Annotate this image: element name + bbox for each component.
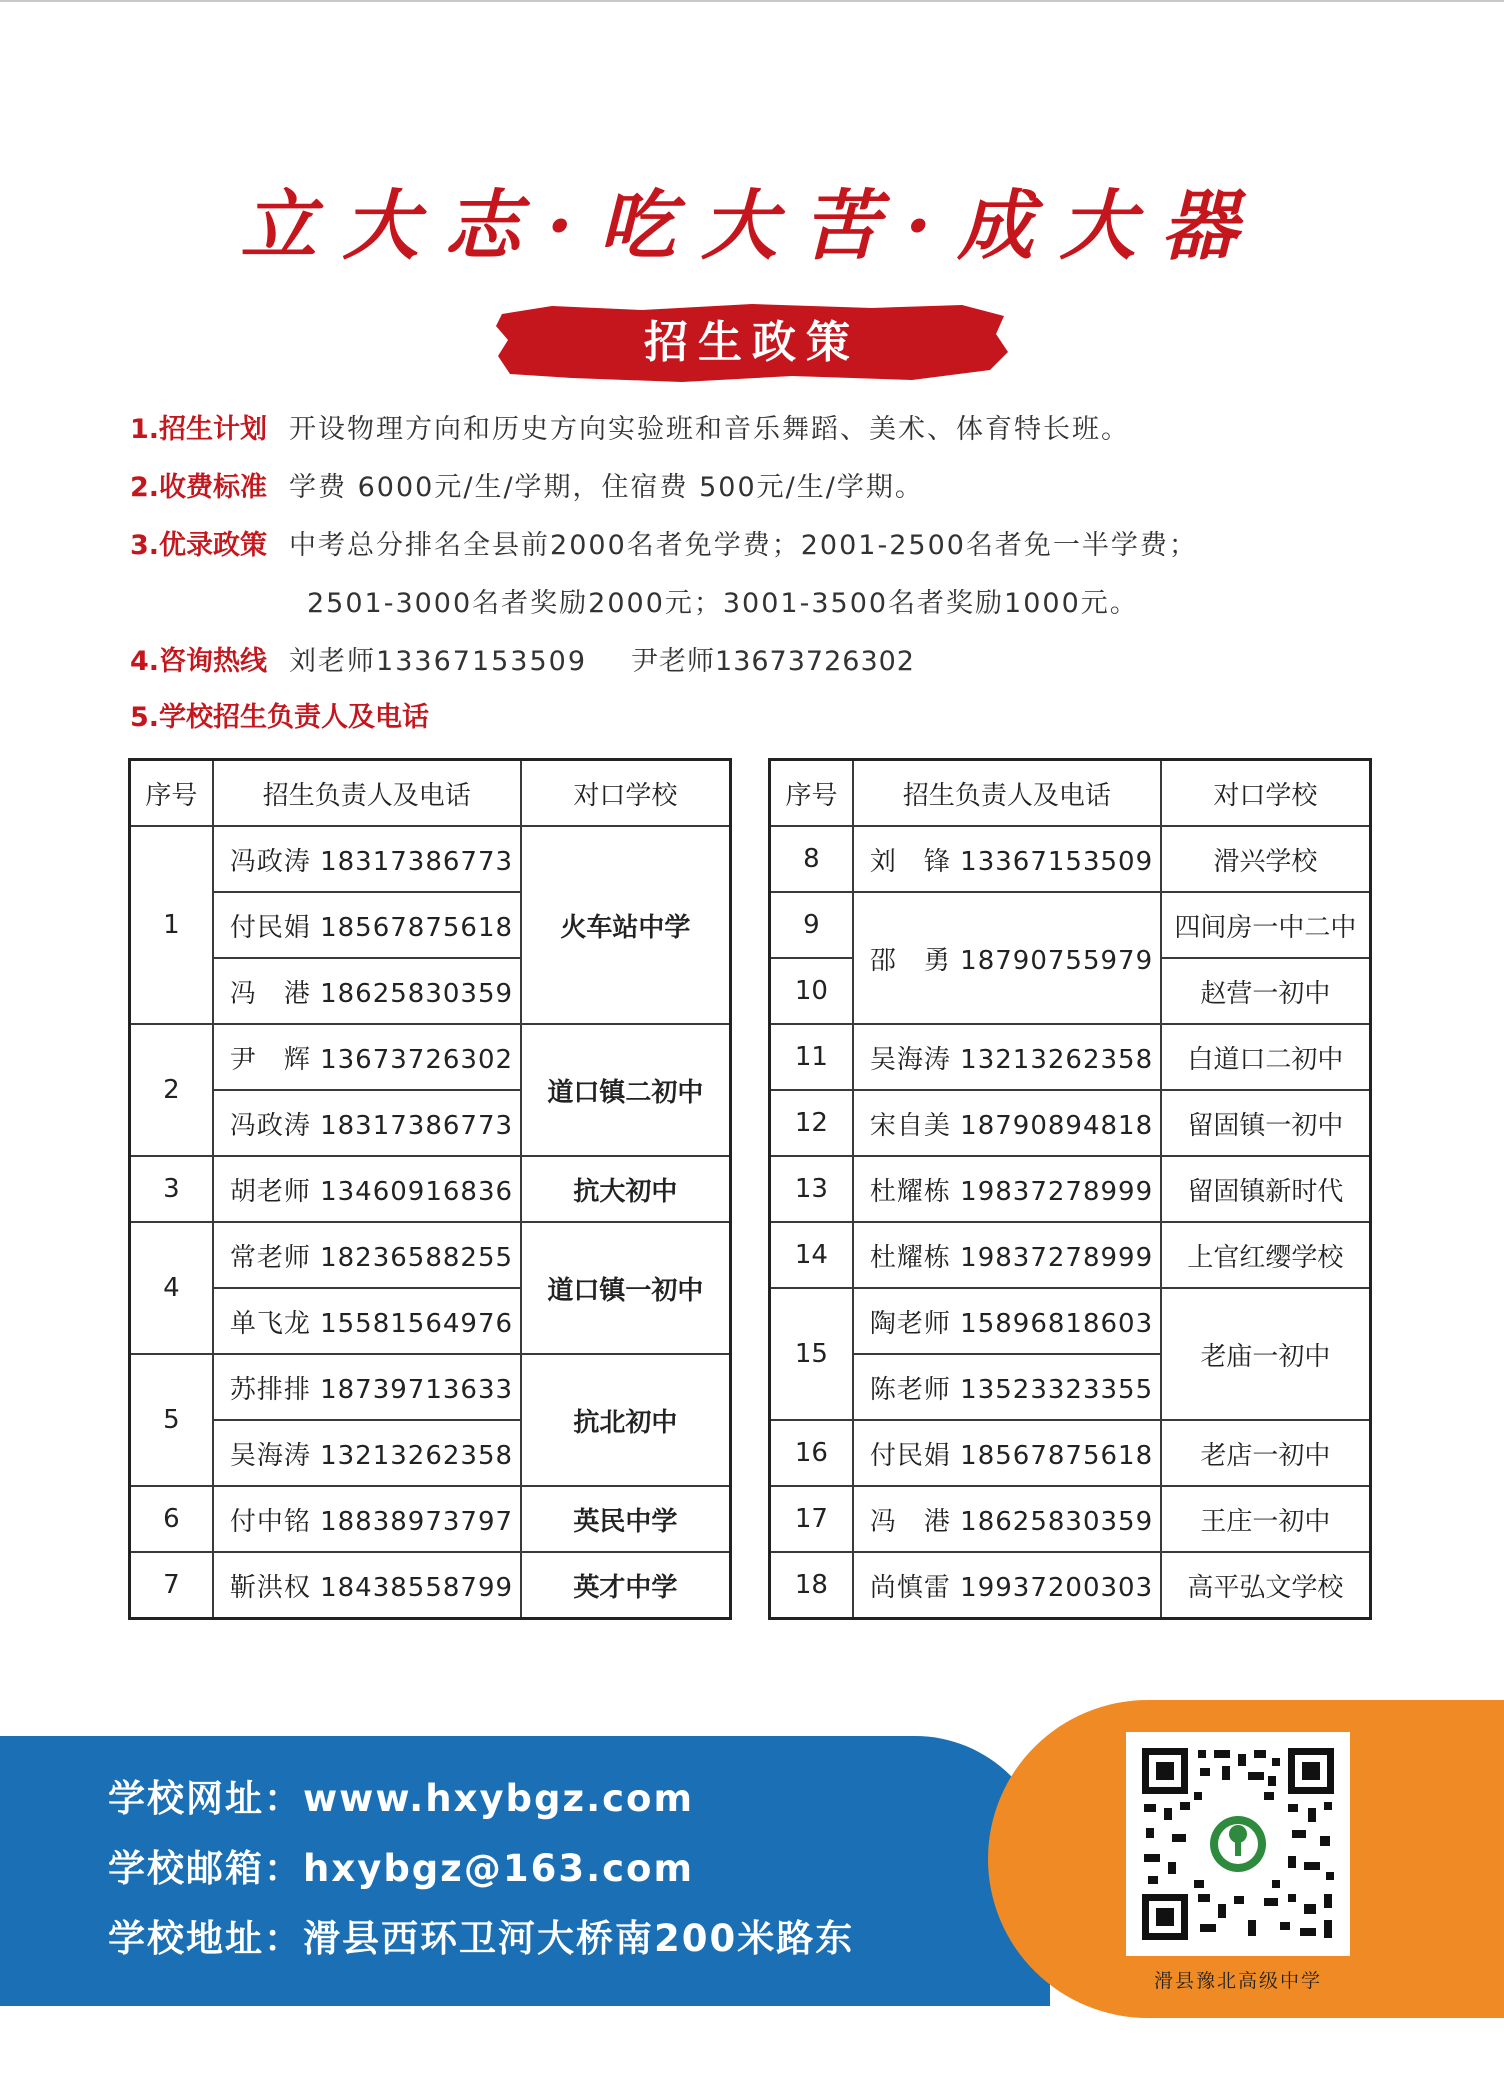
contact-cell: 尚慎雷 19937200303 xyxy=(853,1552,1161,1619)
row-number: 8 xyxy=(770,826,853,892)
school-cell: 四间房一中二中 xyxy=(1161,892,1371,958)
table-row xyxy=(770,1024,1371,1090)
table-row xyxy=(130,1354,731,1420)
contact-cell: 冯 港 18625830359 xyxy=(853,1486,1161,1552)
row-number: 11 xyxy=(770,1024,853,1090)
table-row xyxy=(130,1486,731,1552)
qr-code xyxy=(1126,1732,1350,1956)
contact-cell: 付民娟 18567875618 xyxy=(853,1420,1161,1486)
header-no: 序号 xyxy=(770,760,853,827)
table-row xyxy=(130,826,731,892)
policy-label: 2.收费标准 xyxy=(130,472,268,503)
contact-cell: 杜耀栋 19837278999 xyxy=(853,1222,1161,1288)
policy-contacts-heading xyxy=(130,700,451,736)
policy-preferential-continued: 2501-3000名者奖励2000元；3001-3500名者奖励1000元。 xyxy=(307,588,1139,619)
contact-cell: 陈老师 13523323355 xyxy=(853,1354,1161,1420)
row-number: 18 xyxy=(770,1552,853,1619)
contact-cell: 冯政涛 18317386773 xyxy=(213,1090,521,1156)
table-row xyxy=(770,1486,1371,1552)
contacts-table-right xyxy=(768,758,1372,1620)
row-number: 10 xyxy=(770,958,853,1024)
contact-cell: 吴海涛 13213262358 xyxy=(213,1420,521,1486)
table-row xyxy=(130,1156,731,1222)
table-row xyxy=(770,1090,1371,1156)
school-address: 学校地址：滑县西环卫河大桥南200米路东 xyxy=(108,1917,855,1960)
policy-enrollment-plan xyxy=(130,412,1130,448)
school-cell: 英才中学 xyxy=(521,1552,731,1619)
row-number: 1 xyxy=(130,826,213,1024)
row-number: 15 xyxy=(770,1288,853,1420)
policy-fees xyxy=(130,470,924,506)
top-border-line xyxy=(0,0,1504,2)
table-row xyxy=(770,892,1371,958)
row-number: 14 xyxy=(770,1222,853,1288)
qr-code-icon xyxy=(1138,1744,1338,1944)
school-cell: 英民中学 xyxy=(521,1486,731,1552)
qr-caption: 滑县豫北高级中学 xyxy=(1153,1970,1322,1992)
policy-label: 1.招生计划 xyxy=(130,414,268,445)
table-header-row xyxy=(130,760,731,827)
table-row xyxy=(770,1288,1371,1354)
school-cell: 滑兴学校 xyxy=(1161,826,1371,892)
contact-cell: 胡老师 13460916836 xyxy=(213,1156,521,1222)
table-row xyxy=(130,1552,731,1619)
table-row xyxy=(770,826,1371,892)
school-cell: 上官红缨学校 xyxy=(1161,1222,1371,1288)
table-row xyxy=(770,1552,1371,1619)
contact-cell: 陶老师 15896818603 xyxy=(853,1288,1161,1354)
policy-text: 学费 6000元/生/学期，住宿费 500元/生/学期。 xyxy=(289,472,924,503)
school-cell: 留固镇一初中 xyxy=(1161,1090,1371,1156)
table-row xyxy=(130,1024,731,1090)
header-school: 对口学校 xyxy=(521,760,731,827)
row-number: 2 xyxy=(130,1024,213,1156)
contact-cell: 单飞龙 15581564976 xyxy=(213,1288,521,1354)
header-contact: 招生负责人及电话 xyxy=(213,760,521,827)
school-cell: 火车站中学 xyxy=(521,826,731,1024)
contact-cell: 尹 辉 13673726302 xyxy=(213,1024,521,1090)
school-cell: 抗北初中 xyxy=(521,1354,731,1486)
school-email: 学校邮箱：hxybgz@163.com xyxy=(108,1847,695,1890)
school-cell: 道口镇一初中 xyxy=(521,1222,731,1354)
table-row xyxy=(130,1222,731,1288)
row-number: 5 xyxy=(130,1354,213,1486)
policy-label: 3.优录政策 xyxy=(130,530,268,561)
table-row xyxy=(770,1420,1371,1486)
header-contact: 招生负责人及电话 xyxy=(853,760,1161,827)
school-website: 学校网址：www.hxybgz.com xyxy=(108,1777,695,1820)
table-row xyxy=(770,1222,1371,1288)
hotline-yin: 尹老师13673726302 xyxy=(631,646,915,677)
school-cell: 王庄一初中 xyxy=(1161,1486,1371,1552)
contact-cell: 刘 锋 13367153509 xyxy=(853,826,1161,892)
policy-text: 开设物理方向和历史方向实验班和音乐舞蹈、美术、体育特长班。 xyxy=(289,414,1131,445)
row-number: 9 xyxy=(770,892,853,958)
header-no: 序号 xyxy=(130,760,213,827)
school-cell: 老庙一初中 xyxy=(1161,1288,1371,1420)
school-cell: 白道口二初中 xyxy=(1161,1024,1371,1090)
contact-cell: 常老师 18236588255 xyxy=(213,1222,521,1288)
hotline-liu: 刘老师13367153509 xyxy=(289,646,588,677)
contacts-table-left xyxy=(128,758,732,1620)
contact-cell: 苏排排 18739713633 xyxy=(213,1354,521,1420)
banner-title: 招生政策 xyxy=(644,317,860,368)
contact-cell: 宋自美 18790894818 xyxy=(853,1090,1161,1156)
row-number: 3 xyxy=(130,1156,213,1222)
row-number: 13 xyxy=(770,1156,853,1222)
row-number: 7 xyxy=(130,1552,213,1619)
contact-cell: 付中铭 18838973797 xyxy=(213,1486,521,1552)
school-cell: 抗大初中 xyxy=(521,1156,731,1222)
policy-label: 5.学校招生负责人及电话 xyxy=(130,702,430,733)
policy-banner xyxy=(492,300,1012,386)
contact-cell: 邵 勇 18790755979 xyxy=(853,892,1161,1024)
slogan-heading: 立大志·吃大苦·成大器 xyxy=(240,181,1264,270)
row-number: 17 xyxy=(770,1486,853,1552)
policy-text: 中考总分排名全县前2000名者免学费；2001-2500名者免一半学费； xyxy=(289,530,1198,561)
row-number: 12 xyxy=(770,1090,853,1156)
school-cell: 高平弘文学校 xyxy=(1161,1552,1371,1619)
table-row xyxy=(770,1156,1371,1222)
contact-cell: 付民娟 18567875618 xyxy=(213,892,521,958)
policy-hotline xyxy=(130,644,915,680)
contact-cell: 冯 港 18625830359 xyxy=(213,958,521,1024)
contact-cell: 冯政涛 18317386773 xyxy=(213,826,521,892)
row-number: 16 xyxy=(770,1420,853,1486)
table-header-row xyxy=(770,760,1371,827)
contact-cell: 靳洪权 18438558799 xyxy=(213,1552,521,1619)
row-number: 4 xyxy=(130,1222,213,1354)
contact-cell: 吴海涛 13213262358 xyxy=(853,1024,1161,1090)
school-cell: 老店一初中 xyxy=(1161,1420,1371,1486)
header-school: 对口学校 xyxy=(1161,760,1371,827)
row-number: 6 xyxy=(130,1486,213,1552)
school-cell: 道口镇二初中 xyxy=(521,1024,731,1156)
school-cell: 留固镇新时代 xyxy=(1161,1156,1371,1222)
school-cell: 赵营一初中 xyxy=(1161,958,1371,1024)
policy-preferential xyxy=(130,528,1198,564)
contact-cell: 杜耀栋 19837278999 xyxy=(853,1156,1161,1222)
policy-label: 4.咨询热线 xyxy=(130,646,268,677)
